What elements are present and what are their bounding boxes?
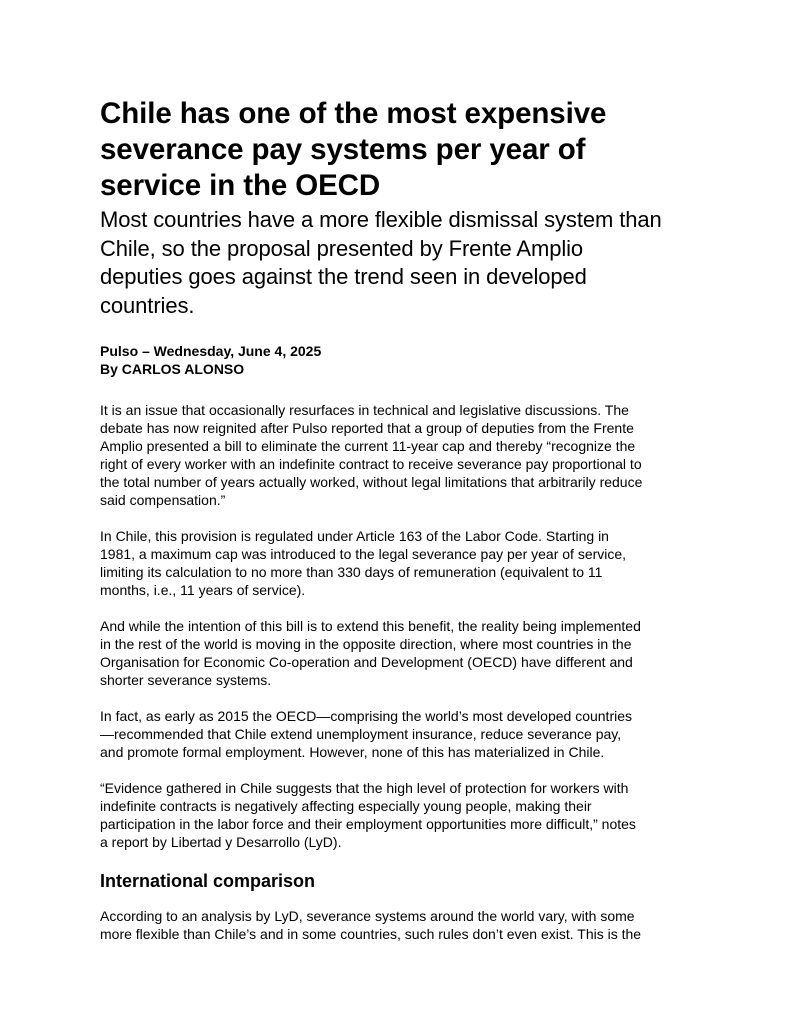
section-heading: International comparison (100, 871, 316, 891)
section-paragraph: According to an analysis by LyD, severance systems around the world vary, with some more flexible than Chile’s and in some countries, such rules don’t even exist. This is the (100, 908, 642, 942)
body-paragraph-4: In fact, as early as 2015 the OECD—comprising the world’s most developed countries —recommended that Chile extend unemployment insurance, reduce severance pay, and promote formal employment. However, none of this has materialized in Chile. (100, 708, 632, 760)
body-paragraph-1: It is an issue that occasionally resurfaces in technical and legislative discussions. The debate has now reignited after Pulso reported that a group of deputies from the Frente Amplio presented a bill to eliminate the current 11-year cap and thereby “recognize the right of every worker with an indefinite contract to receive severance pay proportional to the total number of years actually worked, without legal limitations that arbitrarily reduce said compensation.” (100, 402, 643, 508)
byline (100, 342, 700, 378)
body-paragraph-5: “Evidence gathered in Chile suggests that the high level of protection for workers with indefinite contracts is negatively affecting especially young people, making their participation in the labor force and their employment opportunities more difficult,” notes a report by Libertad y Desarrollo (LyD). (100, 780, 636, 850)
article (100, 96, 700, 943)
article-headline: Chile has one of the most expensive severance pay systems per year of service in the OECD (100, 97, 607, 202)
body-paragraph-2: In Chile, this provision is regulated under Article 163 of the Labor Code. Starting in 1981, a maximum cap was introduced to the legal severance pay per year of service, limiting its calculation to no more than 330 days of remuneration (equivalent to 11 months, i.e., 11 years of service). (100, 528, 627, 598)
author: By CARLOS ALONSO (100, 361, 245, 377)
dateline: Pulso – Wednesday, June 4, 2025 (100, 343, 322, 359)
article-subheadline: Most countries have a more flexible dismissal system than Chile, so the proposal presented by Frente Amplio deputies goes against the trend seen in developed countries. (100, 207, 662, 318)
body-paragraph-3: And while the intention of this bill is to extend this benefit, the reality being implemented in the rest of the world is moving in the opposite direction, where most countries in the Organisation for Economic Co-operation and Development (OECD) have different and shorter severance systems. (100, 618, 641, 688)
